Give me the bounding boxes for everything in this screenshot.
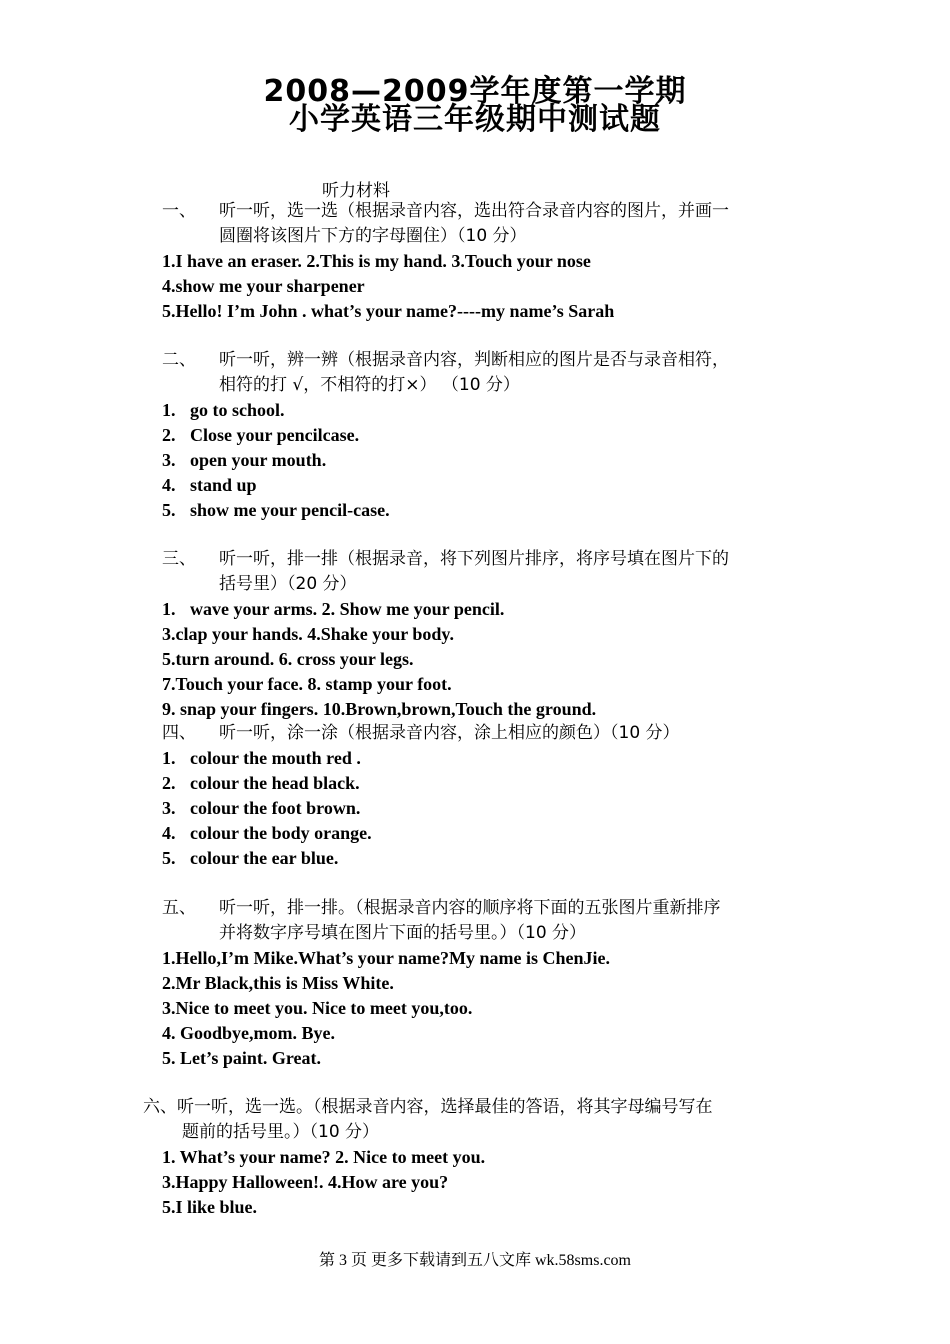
section-4-instruction-1: 听一听，涂一涂（根据录音内容，涂上相应的颜色）（10 分） bbox=[219, 723, 680, 743]
section-2-item bbox=[162, 424, 359, 446]
title-line-1: 2008—2009学年度第一学期 bbox=[263, 74, 687, 109]
section-1-instruction-1: 听一听，选一选（根据录音内容，选出符合录音内容的图片，并画一 bbox=[219, 201, 729, 221]
section-5-line: 2.Mr Black,this is Miss White. bbox=[162, 973, 394, 993]
item-number: 4. bbox=[162, 475, 176, 495]
item-number: 5. bbox=[162, 848, 176, 868]
section-4-mark: 四、 bbox=[162, 723, 196, 743]
section-3-line: 9. snap your fingers. 10.Brown,brown,Touch the ground. bbox=[162, 699, 597, 719]
section-3-line: 3.clap your hands. 4.Shake your body. bbox=[162, 624, 454, 644]
item-text: colour the body orange. bbox=[190, 823, 372, 843]
section-5-line: 5. Let’s paint. Great. bbox=[162, 1048, 321, 1068]
section-1-line: 1.I have an eraser. 2.This is my hand. 3.Touch your nose bbox=[162, 251, 591, 271]
section-6-line: 1. What’s your name? 2. Nice to meet you. bbox=[162, 1147, 486, 1167]
section-5-instruction-1: 听一听，排一排。（根据录音内容的顺序将下面的五张图片重新排序 bbox=[219, 898, 721, 918]
item-text: open your mouth. bbox=[190, 450, 327, 470]
item-text: show me your pencil-case. bbox=[190, 500, 390, 520]
section-6-line: 3.Happy Halloween!. 4.How are you? bbox=[162, 1172, 449, 1192]
section-2-item bbox=[162, 474, 257, 496]
section-2-mark: 二、 bbox=[162, 350, 196, 370]
section-3-line: 7.Touch your face. 8. stamp your foot. bbox=[162, 674, 452, 694]
section-2-instruction-2: 相符的打 √，不相符的打×） （10 分） bbox=[219, 375, 520, 395]
section-4-item bbox=[162, 772, 360, 794]
item-text: colour the foot brown. bbox=[190, 798, 361, 818]
section-5-mark: 五、 bbox=[162, 898, 196, 918]
section-1-mark: 一、 bbox=[162, 201, 196, 221]
item-number: 2. bbox=[162, 425, 176, 445]
item-text: wave your arms. 2. Show me your pencil. bbox=[190, 599, 505, 619]
section-2-item bbox=[162, 499, 390, 521]
item-number: 4. bbox=[162, 823, 176, 843]
section-4-item bbox=[162, 797, 360, 819]
item-number: 5. bbox=[162, 500, 176, 520]
section-5-instruction-2: 并将数字序号填在图片下面的括号里。）（10 分） bbox=[219, 923, 587, 943]
item-number: 2. bbox=[162, 773, 176, 793]
item-number: 1. bbox=[162, 748, 176, 768]
item-text: colour the head black. bbox=[190, 773, 360, 793]
item-text: go to school. bbox=[190, 400, 285, 420]
item-text: stand up bbox=[190, 475, 257, 495]
section-1-instruction-2: 圆圈将该图片下方的字母圈住）（10 分） bbox=[219, 226, 527, 246]
item-text: Close your pencilcase. bbox=[190, 425, 360, 445]
section-5-line: 1.Hello,I’m Mike.What’s your name?My name is ChenJie. bbox=[162, 948, 610, 968]
section-2-item bbox=[162, 449, 326, 471]
item-number: 3. bbox=[162, 450, 176, 470]
page-footer: 第 3 页 更多下载请到五八文库 wk.58sms.com bbox=[318, 1252, 631, 1269]
section-4-item bbox=[162, 847, 338, 869]
item-number: 3. bbox=[162, 798, 176, 818]
section-4-item bbox=[162, 747, 361, 769]
subtitle: 听力材料 bbox=[322, 181, 390, 201]
item-text: colour the ear blue. bbox=[190, 848, 339, 868]
section-3-instruction-2: 括号里）（20 分） bbox=[219, 574, 357, 594]
item-number: 1. bbox=[162, 599, 176, 619]
section-2-item bbox=[162, 399, 285, 421]
section-4-item bbox=[162, 822, 372, 844]
title-line-2: 小学英语三年级期中测试题 bbox=[289, 102, 661, 137]
section-6-instruction-1: 六、听一听，选一选。（根据录音内容，选择最佳的答语，将其字母编号写在 bbox=[143, 1097, 713, 1117]
section-6-line: 5.I like blue. bbox=[162, 1197, 258, 1217]
section-6-instruction-2: 题前的括号里。）（10 分） bbox=[182, 1122, 380, 1142]
section-2-instruction-1: 听一听，辨一辨（根据录音内容，判断相应的图片是否与录音相符， bbox=[219, 350, 729, 370]
section-1-line: 5.Hello! I’m John . what’s your name?----my name’s Sarah bbox=[162, 301, 615, 321]
section-3-mark: 三、 bbox=[162, 549, 196, 569]
section-5-line: 4. Goodbye,mom. Bye. bbox=[162, 1023, 335, 1043]
section-1-line: 4.show me your sharpener bbox=[162, 276, 365, 296]
section-3-line bbox=[162, 598, 504, 620]
section-3-line: 5.turn around. 6. cross your legs. bbox=[162, 649, 414, 669]
section-3-instruction-1: 听一听，排一排（根据录音，将下列图片排序，将序号填在图片下的 bbox=[219, 549, 729, 569]
item-text: colour the mouth red . bbox=[190, 748, 361, 768]
section-5-line: 3.Nice to meet you. Nice to meet you,too. bbox=[162, 998, 473, 1018]
item-number: 1. bbox=[162, 400, 176, 420]
